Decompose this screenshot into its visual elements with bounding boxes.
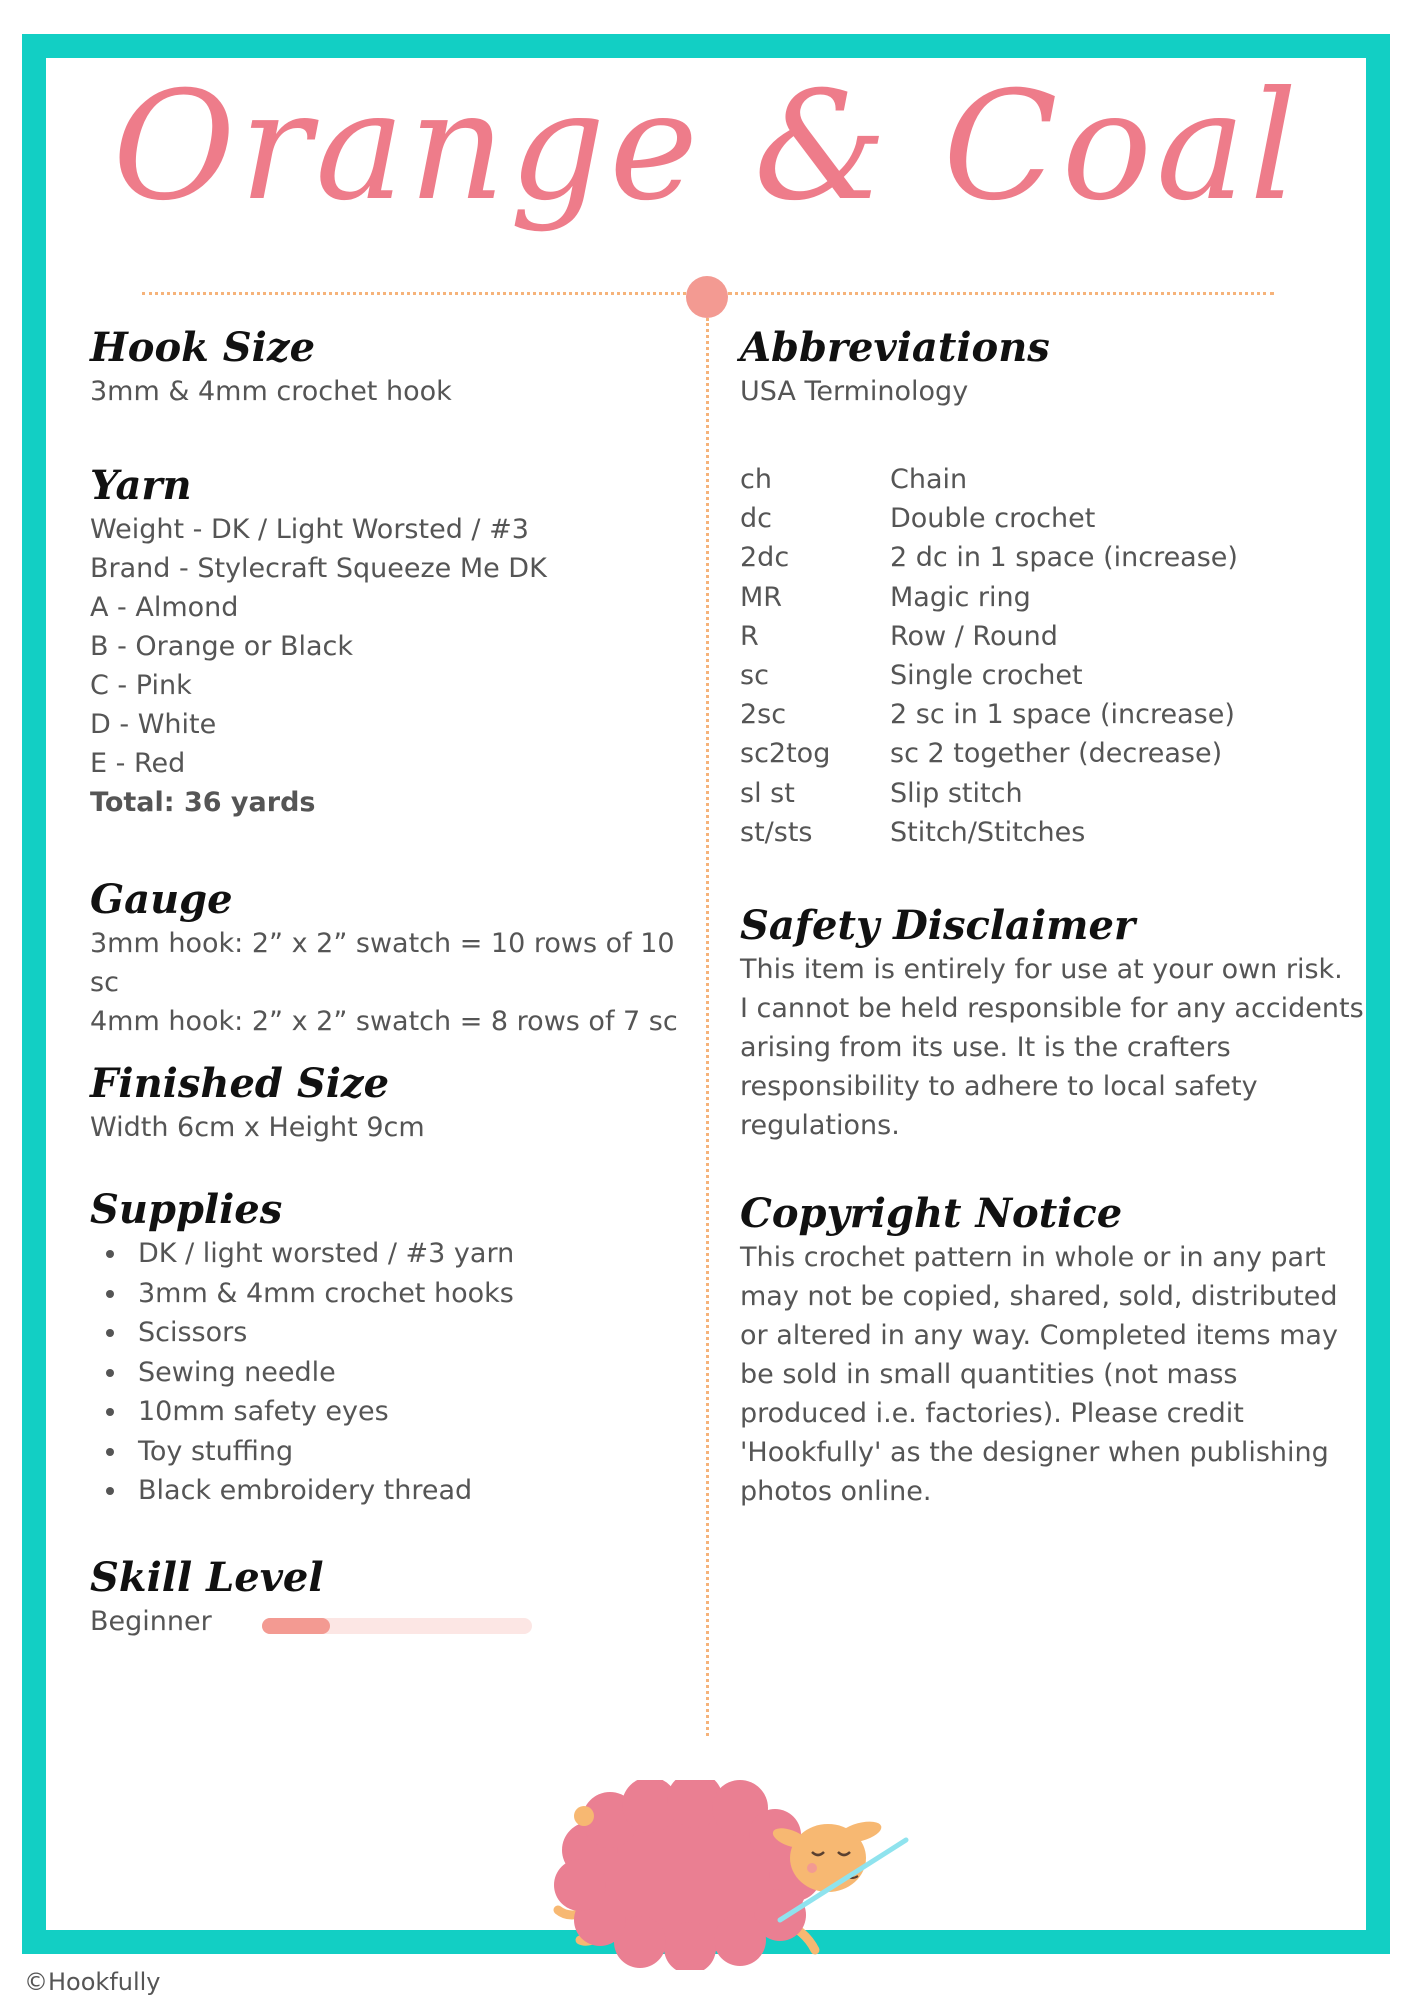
yarn-section — [90, 462, 547, 822]
copyright-line: may not be copied, shared, sold, distributed — [740, 1281, 1338, 1312]
abbreviation-meaning: Magic ring — [890, 581, 1031, 613]
supplies-item: DK / light worsted / #3 yarn — [90, 1234, 514, 1274]
copyright-line: produced i.e. factories). Please credit — [740, 1398, 1244, 1429]
abbreviation-row — [740, 617, 1360, 656]
gauge-line: 4mm hook: 2” x 2” swatch = 8 rows of 7 sc — [90, 1006, 678, 1037]
abbreviation-row — [740, 656, 1360, 695]
yarn-line: Brand - Stylecraft Squeeze Me DK — [90, 553, 547, 584]
abbreviation-term: sc2tog — [740, 738, 831, 770]
abbreviation-term: 2dc — [740, 542, 790, 574]
abbreviation-meaning: Single crochet — [890, 660, 1083, 692]
yarn-total: Total: 36 yards — [90, 787, 316, 818]
abbreviation-term: st/sts — [740, 816, 813, 848]
gauge-line: 3mm hook: 2” x 2” swatch = 10 rows of 10 sc — [90, 928, 675, 998]
abbreviation-term: dc — [740, 503, 772, 535]
skill-level-bar-fill — [262, 1618, 330, 1634]
abbreviation-term: R — [740, 620, 759, 652]
yarn-line: D - White — [90, 709, 217, 740]
yarn-line: A - Almond — [90, 592, 239, 623]
skill-level-heading: Skill Level — [90, 1554, 324, 1601]
copyright-line: or altered in any way. Completed items may — [740, 1320, 1338, 1351]
abbreviation-meaning: Slip stitch — [890, 777, 1023, 809]
sheep-wool — [554, 1780, 821, 1970]
safety-line: I cannot be held responsible for any accidents — [740, 993, 1364, 1024]
hook-size-text: 3mm & 4mm crochet hook — [90, 376, 452, 407]
yarn-line: E - Red — [90, 748, 186, 779]
abbreviation-term: ch — [740, 464, 772, 495]
abbreviation-row — [740, 774, 1360, 813]
finished-size-text: Width 6cm x Height 9cm — [90, 1112, 425, 1143]
yarn-heading: Yarn — [90, 462, 192, 509]
copyright-line: 'Hookfully' as the designer when publishing — [740, 1437, 1329, 1468]
sheep-with-crochet-hook-icon — [550, 1780, 930, 1970]
skill-level-bar — [262, 1618, 532, 1634]
header-divider-right — [728, 292, 1274, 295]
footer-copyright: ©Hookfully — [24, 1968, 161, 1996]
sheep-tail — [574, 1806, 594, 1826]
abbreviation-term: MR — [740, 581, 783, 613]
abbreviation-row — [740, 578, 1360, 617]
abbreviation-row — [740, 695, 1360, 734]
supplies-list — [90, 1234, 514, 1511]
right-column — [740, 318, 1380, 1658]
abbreviation-term: 2sc — [740, 699, 787, 731]
copyright-line: photos online. — [740, 1476, 932, 1507]
hook-size-heading: Hook Size — [90, 324, 316, 371]
safety-disclaimer-section — [740, 902, 1380, 1145]
yarn-line: C - Pink — [90, 670, 192, 701]
pattern-title: Orange & Coal — [112, 60, 1302, 234]
supplies-item: Scissors — [90, 1313, 514, 1353]
abbreviations-heading: Abbreviations — [740, 324, 1050, 371]
abbreviation-row — [740, 499, 1360, 538]
abbreviation-meaning: 2 sc in 1 space (increase) — [890, 699, 1235, 731]
copyright-line: be sold in small quantities (not mass — [740, 1359, 1238, 1390]
supplies-item: 3mm & 4mm crochet hooks — [90, 1274, 514, 1314]
finished-size-heading: Finished Size — [90, 1060, 390, 1107]
abbreviation-meaning: Row / Round — [890, 620, 1058, 652]
safety-line: This item is entirely for use at your own risk. — [740, 954, 1343, 985]
abbreviation-meaning: 2 dc in 1 space (increase) — [890, 542, 1238, 574]
supplies-item: 10mm safety eyes — [90, 1392, 514, 1432]
supplies-item: Sewing needle — [90, 1353, 514, 1393]
yarn-line: Weight - DK / Light Worsted / #3 — [90, 514, 529, 545]
abbreviation-row — [740, 734, 1360, 773]
left-column — [90, 318, 690, 1658]
safety-disclaimer-heading: Safety Disclaimer — [740, 902, 1136, 949]
abbreviation-row — [740, 813, 1360, 852]
safety-line: responsibility to adhere to local safety — [740, 1071, 1258, 1102]
header-divider-left — [142, 292, 686, 295]
supplies-item: Toy stuffing — [90, 1432, 514, 1472]
abbreviation-meaning: Chain — [890, 464, 968, 495]
abbreviations-table — [740, 460, 1360, 852]
finished-size-section — [90, 1060, 425, 1147]
copyright-notice-heading: Copyright Notice — [740, 1190, 1123, 1237]
supplies-heading: Supplies — [90, 1186, 283, 1233]
copyright-notice-section — [740, 1190, 1380, 1511]
gauge-section — [90, 876, 690, 1041]
copyright-line: This crochet pattern in whole or in any part — [740, 1242, 1326, 1273]
abbreviation-row — [740, 460, 1360, 499]
abbreviation-term: sc — [740, 660, 769, 692]
abbreviation-meaning: sc 2 together (decrease) — [890, 738, 1223, 770]
safety-line: arising from its use. It is the crafters — [740, 1032, 1231, 1063]
skill-level-text: Beginner — [90, 1606, 212, 1637]
abbreviation-row — [740, 538, 1360, 577]
safety-line: regulations. — [740, 1110, 900, 1141]
abbreviations-section — [740, 324, 1050, 411]
hook-size-section — [90, 324, 452, 411]
supplies-item: Black embroidery thread — [90, 1471, 514, 1511]
column-divider — [706, 318, 709, 1736]
yarn-line: B - Orange or Black — [90, 631, 354, 662]
abbreviation-meaning: Double crochet — [890, 503, 1096, 535]
divider-dot — [686, 276, 728, 318]
abbreviation-meaning: Stitch/Stitches — [890, 816, 1086, 848]
abbreviations-subtitle: USA Terminology — [740, 376, 969, 407]
supplies-section — [90, 1186, 514, 1511]
abbreviation-term: sl st — [740, 777, 795, 809]
gauge-heading: Gauge — [90, 876, 233, 923]
